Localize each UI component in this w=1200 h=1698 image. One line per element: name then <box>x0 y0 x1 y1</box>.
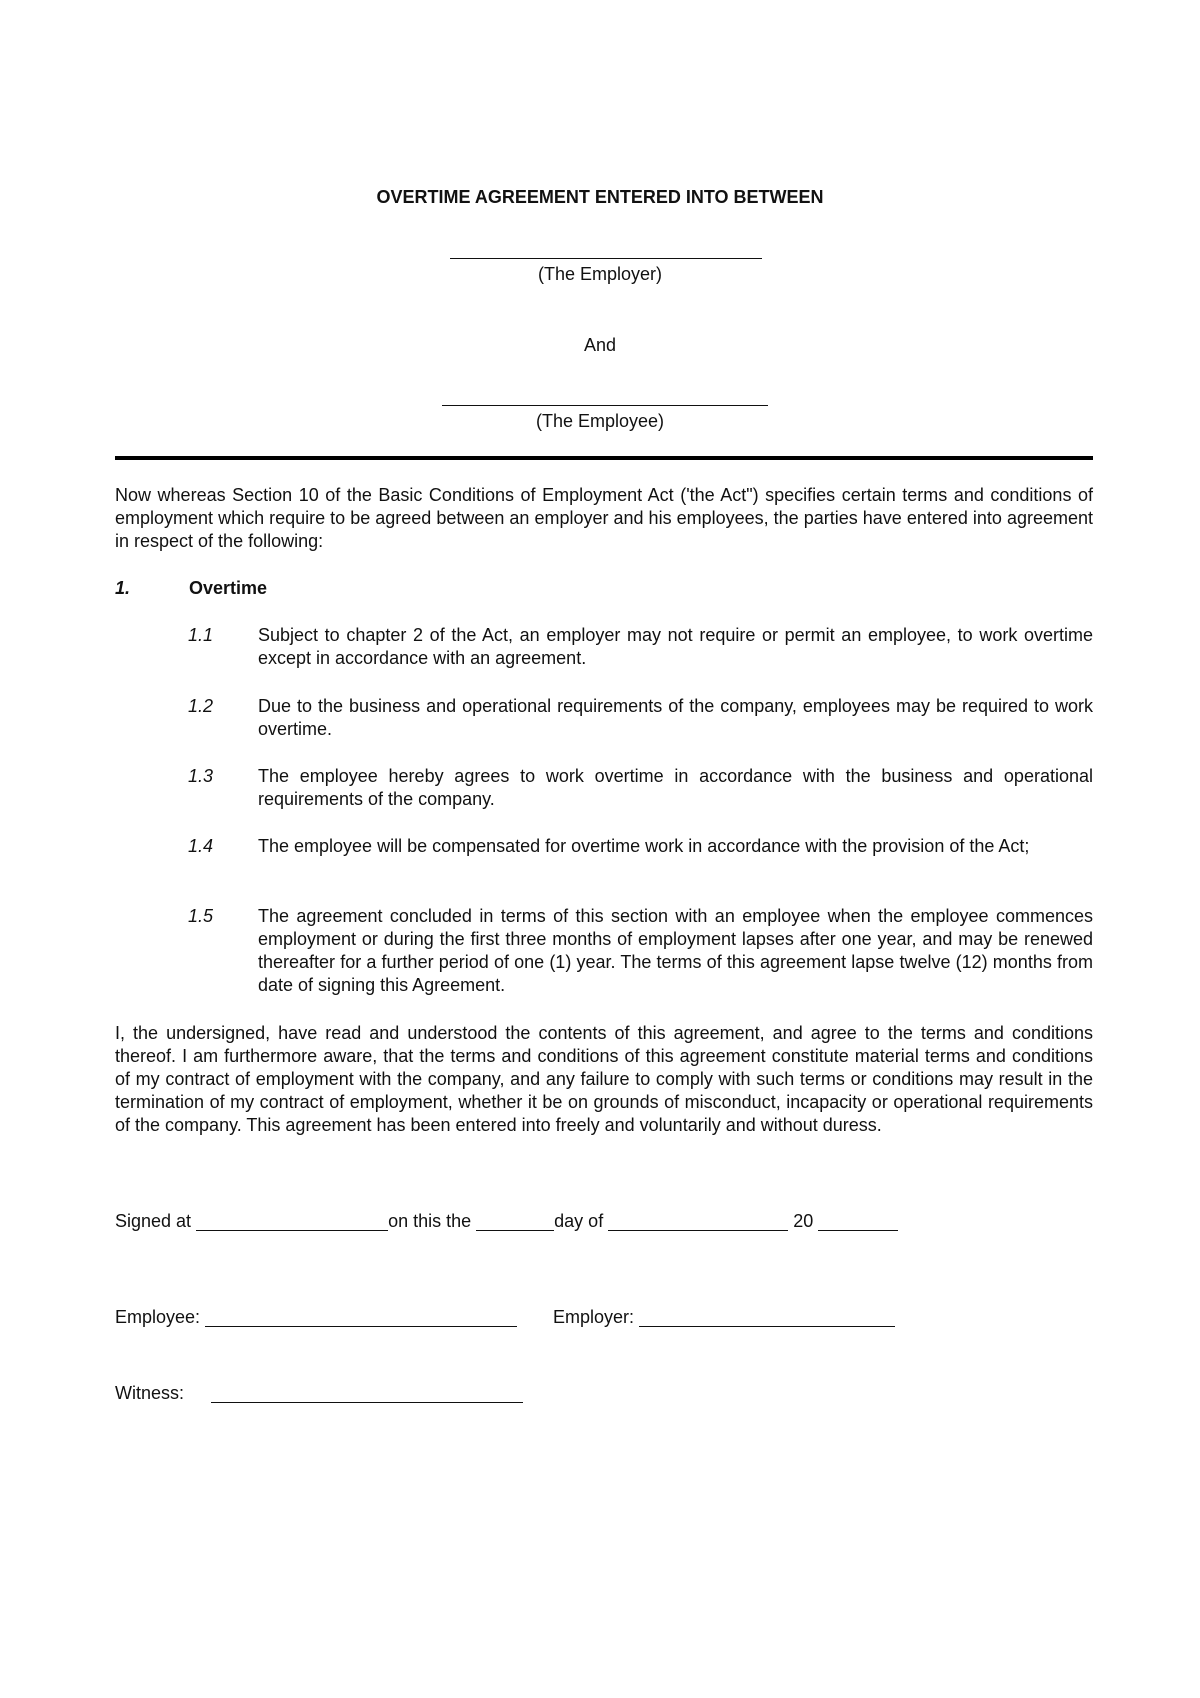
day-of-label: day of <box>554 1211 604 1231</box>
preamble-paragraph: Now whereas Section 10 of the Basic Conditions of Employment Act ('the Act") specifies certain terms and conditions of employment which require to be agreed between an employer and his employees, the parties have entered into agreement in respect of the following: <box>115 485 1093 551</box>
clause-text: The employee hereby agrees to work overtime in accordance with the business and operational requirements of the company. <box>258 766 1093 809</box>
day-field[interactable] <box>476 1212 554 1231</box>
employee-signature-field[interactable] <box>205 1308 517 1327</box>
section-heading <box>115 577 267 600</box>
employer-signature-row <box>553 1306 895 1329</box>
employee-name-line[interactable] <box>442 405 768 406</box>
signing-place-date-row <box>115 1210 898 1233</box>
year-field[interactable] <box>818 1212 898 1231</box>
header-divider <box>115 456 1093 460</box>
employee-signature-row <box>115 1306 517 1329</box>
witness-signature-row <box>115 1382 523 1405</box>
witness-signature-field[interactable] <box>211 1384 523 1403</box>
clause-number: 1.3 <box>188 766 214 786</box>
on-this-the-label: on this the <box>388 1211 472 1231</box>
section-number: 1. <box>115 578 131 598</box>
employee-label: (The Employee) <box>535 411 665 431</box>
witness-signature-label: Witness: <box>115 1383 185 1403</box>
clause-number: 1.5 <box>188 906 214 926</box>
month-field[interactable] <box>608 1212 788 1231</box>
employer-signature-label: Employer: <box>553 1307 635 1327</box>
employer-label: (The Employer) <box>537 264 663 284</box>
document-title: OVERTIME AGREEMENT ENTERED INTO BETWEEN <box>376 187 824 207</box>
clause-number: 1.2 <box>188 696 214 716</box>
clause-text: The employee will be compensated for overtime work in accordance with the provision of the Act; <box>258 836 1030 856</box>
clause-number: 1.1 <box>188 625 214 645</box>
signed-at-label: Signed at <box>115 1211 192 1231</box>
employer-signature-field[interactable] <box>639 1308 895 1327</box>
and-label: And <box>583 335 617 355</box>
section-title: Overtime <box>189 578 268 598</box>
declaration-paragraph: I, the undersigned, have read and understood the contents of this agreement, and agree to the terms and conditions thereof. I am furthermore aware, that the terms and conditions of this agreement constitute material terms and conditions of my contract of employment with the company, and any failure to comply with such terms or conditions may result in the termination of my contract of employment, whether it be on grounds of misconduct, incapacity or operational requirements of the company. This agreement has been entered into freely and voluntarily and without duress. <box>115 1023 1093 1135</box>
clause-text: The agreement concluded in terms of this section with an employee when the employee commences employment or during the first three months of employment lapses after one year, and may be renewed thereafter for a further period of one (1) year. The terms of this agreement lapse twelve (12) months from date of signing this Agreement. <box>258 906 1093 995</box>
year-prefix-label: 20 <box>793 1211 814 1231</box>
clause-text: Subject to chapter 2 of the Act, an employer may not require or permit an employee, to work overtime except in accordance with an agreement. <box>258 625 1093 668</box>
clause-number: 1.4 <box>188 836 214 856</box>
employer-name-line[interactable] <box>450 258 762 259</box>
employee-signature-label: Employee: <box>115 1307 201 1327</box>
signed-at-field[interactable] <box>196 1212 388 1231</box>
clause-text: Due to the business and operational requirements of the company, employees may be required to work overtime. <box>258 696 1093 739</box>
